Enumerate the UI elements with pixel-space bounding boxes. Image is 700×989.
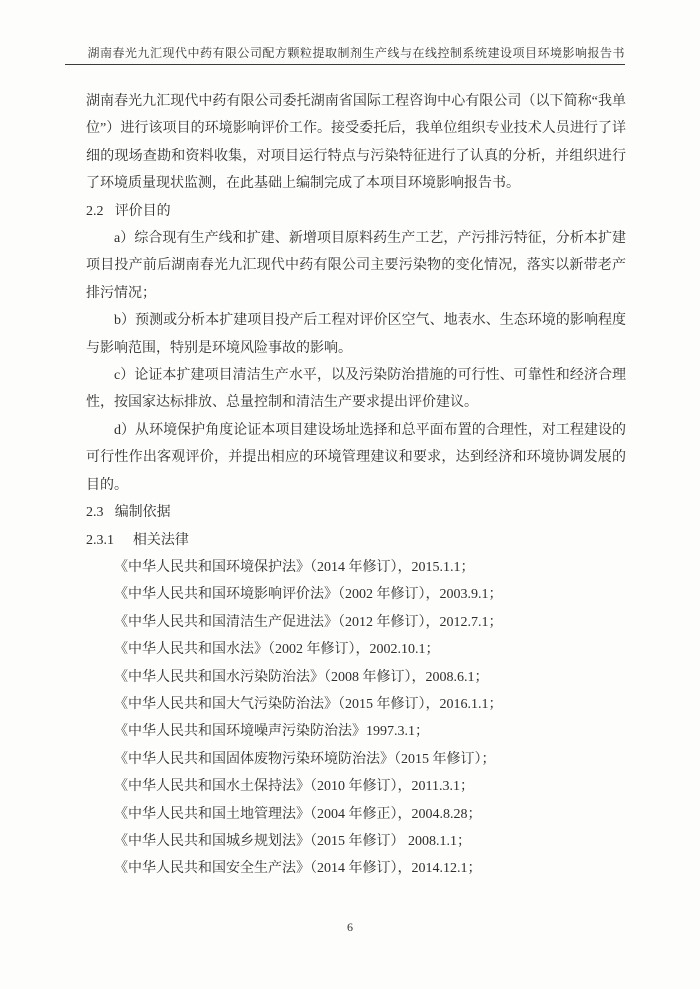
section-title: 相关法律	[132, 532, 189, 548]
law-item: 《中华人民共和国水土保持法》（2010 年修订），2011.3.1；	[114, 779, 474, 795]
section-heading-2-2	[86, 198, 626, 225]
law-item: 《中华人民共和国水污染防治法》（2008 年修订），2008.6.1；	[114, 669, 489, 685]
law-item: 《中华人民共和国安全生产法》（2014 年修订），2014.12.1；	[114, 861, 482, 877]
section-title: 编制依据	[114, 505, 171, 521]
law-item: 《中华人民共和国水法》（2002 年修订），2002.10.1；	[114, 642, 440, 658]
section-heading-2-3	[86, 499, 626, 526]
section-number: 2.3.1	[86, 532, 114, 548]
intro-paragraph: 湖南春光九汇现代中药有限公司委托湖南省国际工程咨询中心有限公司（以下简称“我单位”）进行该项目的环境影响评价工作。接受委托后，我单位组织专业技术人员进行了详细的现场查勘和资料收集，对项目运行特点与污染特征进行了认真的分析，并组织进行了环境质量现状监测，在此基础上编制完成了本项目环境影响报告书。	[86, 94, 626, 192]
paragraph-item-a: a）综合现有生产线和扩建、新增项目原料药生产工艺，产污排污特征，分析本扩建项目投产前后湖南春光九汇现代中药有限公司主要污染物的变化情况，落实以新带老产排污情况；	[86, 231, 626, 301]
law-list	[86, 554, 626, 883]
law-item: 《中华人民共和国大气污染防治法》（2015 年修订），2016.1.1；	[114, 696, 503, 712]
page-number: 6	[347, 920, 353, 934]
law-item: 《中华人民共和国环境保护法》（2014 年修订），2015.1.1；	[114, 559, 475, 575]
law-item: 《中华人民共和国环境影响评价法》（2002 年修订），2003.9.1；	[114, 587, 503, 603]
law-item: 《中华人民共和国城乡规划法》（2015 年修订） 2008.1.1；	[114, 833, 471, 849]
law-item: 《中华人民共和国固体废物污染环境防治法》（2015 年修订）；	[114, 751, 496, 767]
section-number: 2.2	[86, 203, 104, 219]
law-item: 《中华人民共和国土地管理法》（2004 年修正），2004.8.28；	[114, 806, 482, 822]
document-body	[86, 88, 626, 883]
section-title: 评价目的	[114, 203, 171, 219]
header-rule	[65, 64, 625, 65]
law-item: 《中华人民共和国环境噪声污染防治法》1997.3.1；	[114, 724, 429, 740]
paragraph-item-c: c）论证本扩建项目清洁生产水平，以及污染防治措施的可行性、可靠性和经济合理性，按国家达标排放、总量控制和清洁生产要求提出评价建议。	[86, 368, 626, 411]
law-item: 《中华人民共和国清洁生产促进法》（2012 年修订），2012.7.1；	[114, 614, 503, 630]
paragraph-item-b: b）预测或分析本扩建项目投产后工程对评价区空气、地表水、生态环境的影响程度与影响范围，特别是环境风险事故的影响。	[86, 313, 626, 356]
section-number: 2.3	[86, 505, 104, 521]
running-header-title: 湖南春光九汇现代中药有限公司配方颗粒提取制剂生产线与在线控制系统建设项目环境影响报告书	[87, 46, 625, 60]
section-heading-2-3-1	[86, 527, 626, 554]
paragraph-item-d: d）从环境保护角度论证本项目建设场址选择和总平面布置的合理性，对工程建设的可行性作出客观评价，并提出相应的环境管理建议和要求，达到经济和环境协调发展的目的。	[86, 422, 626, 493]
